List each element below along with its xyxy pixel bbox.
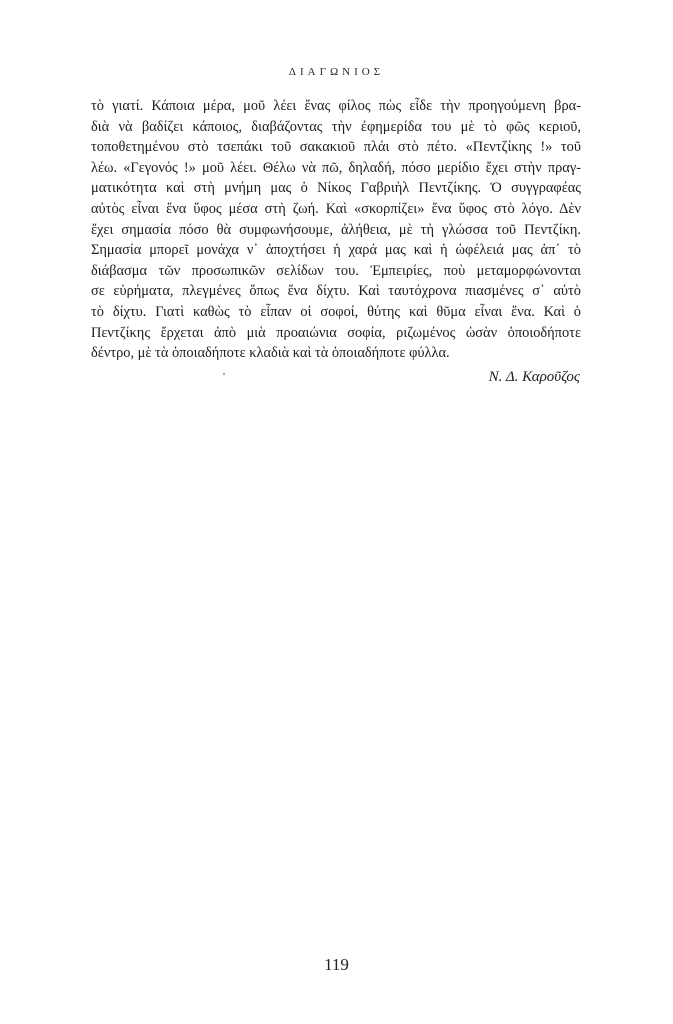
- running-header: ΔΙΑΓΩΝΙΟΣ: [288, 66, 385, 78]
- text-line: τοποθετημένου στὸ τσεπάκι τοῦ σακακιοῦ πλάι στὸ πέτο. «Πεντζίκης !» τοῦ: [91, 139, 581, 156]
- print-speck: [223, 373, 225, 375]
- text-line: ἔχει σημασία πόσο θὰ συμφωνήσουμε, ἀλήθεια, μὲ τὴ γλώσσα τοῦ Πεντζίκη.: [91, 221, 581, 238]
- text-line: διὰ νὰ βαδίζει κάποιος, διαβάζοντας τὴν ἐφημερίδα του μὲ τὸ φῶς κεριοῦ,: [91, 118, 581, 135]
- text-line-last: δέντρο, μὲ τὰ ὁποιαδήποτε κλαδιὰ καὶ τὰ ὁποιαδήποτε φύλλα.: [91, 345, 450, 362]
- text-line: λέω. «Γεγονός !» μοῦ λέει. Θέλω νὰ πῶ, δηλαδή, πόσο μερίδιο ἔχει στὴν πραγ-: [91, 159, 581, 176]
- text-line: Πεντζίκης ἔρχεται ἀπὸ μιὰ προαιώνια σοφία, ριζωμένος ὡσὰν ὁποιοδήποτε: [91, 324, 581, 341]
- text-line: διάβασμα τῶν προσωπικῶν σελίδων του. Ἐμπειρίες, ποὺ μεταμορφώνονται: [91, 262, 581, 279]
- text-line: τὸ δίχτυ. Γιατὶ καθὼς τὸ εἶπαν οἱ σοφοί, θύτης καὶ θῦμα εἶναι ἕνα. Καὶ ὁ: [91, 303, 581, 320]
- page-number: 119: [324, 955, 349, 974]
- text-line: Σημασία μπορεῖ μονάχα ν᾿ ἀποχτήσει ἡ χαρά μας καὶ ἡ ὠφέλειά μας ἀπ᾿ τὸ: [91, 242, 581, 259]
- text-line: σε εὑρήματα, πλεγμένες ὅπως ἕνα δίχτυ. Καὶ ταυτόχρονα πιασμένες σ᾿ αὐτὸ: [91, 283, 581, 300]
- body-paragraph: [91, 96, 581, 364]
- text-line: τὸ γιατί. Κάποια μέρα, μοῦ λέει ἕνας φίλος πὼς εἶδε τὴν προηγούμενη βρα-: [91, 98, 581, 114]
- author-signature: Ν. Δ. Καροῦζος: [488, 369, 580, 385]
- text-line: ματικότητα καὶ στὴ μνήμη μας ὁ Νίκος Γαβριὴλ Πεντζίκης. Ὁ συγγραφέας: [91, 180, 581, 197]
- text-line: αὐτὸς εἶναι ἕνα ὕφος μέσα στὴ ζωή. Καὶ «σκορπίζει» ἕνα ὕφος στὸ λόγο. Δὲν: [91, 200, 581, 217]
